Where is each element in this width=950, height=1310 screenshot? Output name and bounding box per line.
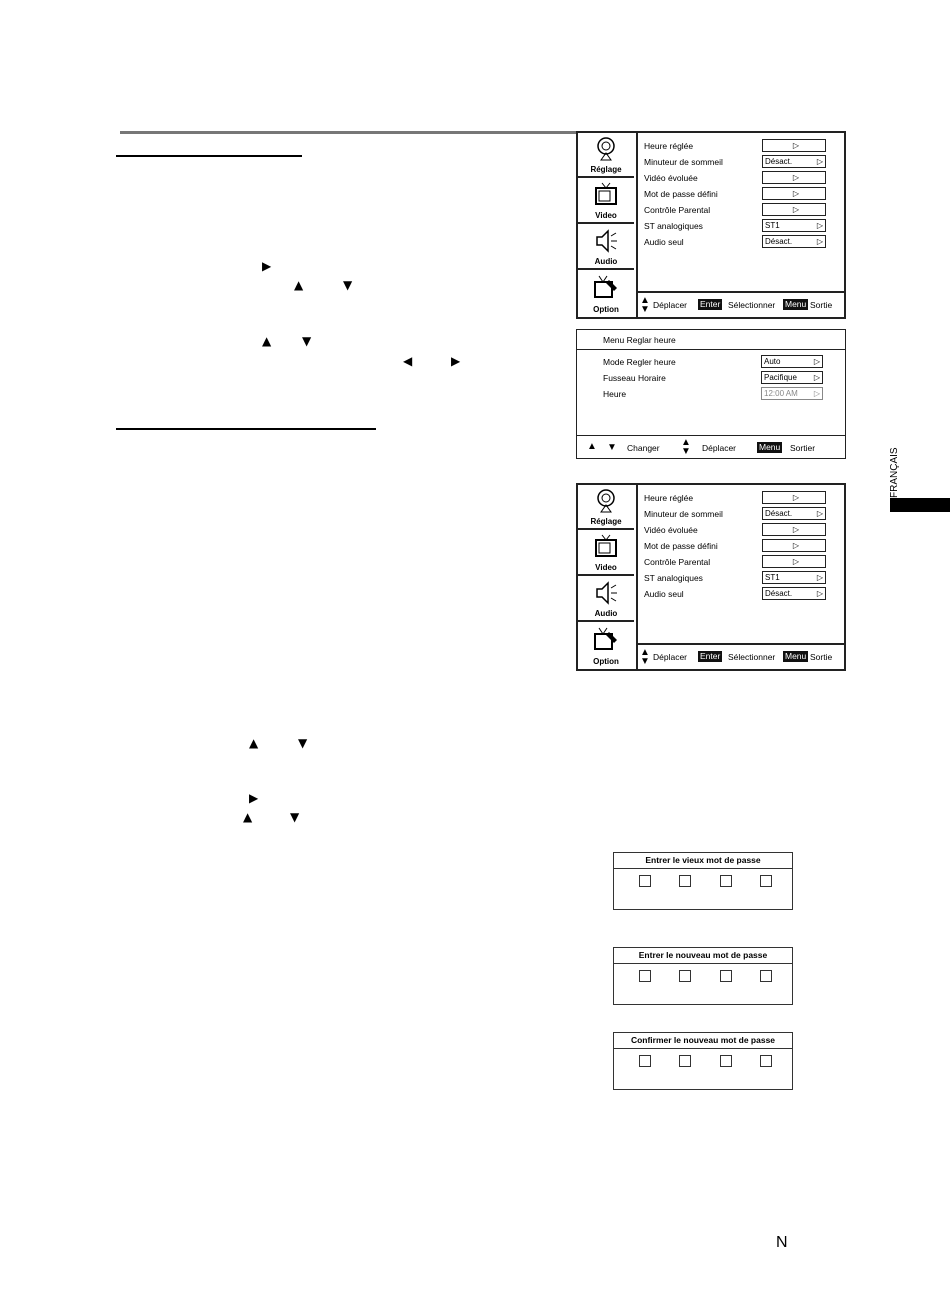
value-box[interactable] — [762, 507, 826, 520]
down-arrow-icon: ▼ — [607, 442, 617, 453]
value-box[interactable] — [762, 139, 826, 152]
menu-row-heure[interactable] — [644, 139, 844, 155]
arrow-right-icon: ▷ — [792, 205, 799, 214]
value-box[interactable] — [762, 587, 826, 600]
pin-digit-box[interactable] — [639, 1055, 651, 1067]
page-number: N — [776, 1234, 788, 1251]
footer-exit: Sortie — [810, 300, 833, 310]
value-box — [761, 387, 823, 400]
value-box[interactable] — [762, 491, 826, 504]
tab-label: Option — [593, 305, 619, 314]
down-arrow-icon: ▼ — [298, 736, 308, 750]
arrow-right-icon: ▷ — [792, 541, 799, 550]
menu-row-motdepasse[interactable] — [644, 187, 844, 203]
menu-row-audioseul[interactable] — [644, 235, 844, 251]
option-icon — [593, 626, 619, 652]
row-value: Auto — [764, 357, 781, 366]
footer-change: Changer — [627, 443, 660, 453]
row-label: Audio seul — [644, 237, 684, 247]
enter-key-badge: Enter — [700, 651, 721, 661]
tab-label: Réglage — [590, 517, 622, 526]
dialog-title: Entrer le vieux mot de passe — [614, 853, 792, 869]
row-label: Contrôle Parental — [644, 205, 711, 215]
row-label: Mode Regler heure — [603, 357, 676, 367]
updown-icon: ▲ ▼ — [640, 295, 650, 315]
row-label: Fusseau Horaire — [603, 373, 666, 383]
menu-key-badge: Menu — [785, 299, 807, 309]
menu-footer — [636, 291, 844, 317]
dialog-title: Entrer le nouveau mot de passe — [614, 948, 792, 964]
menu-row-heure[interactable] — [644, 491, 844, 507]
down-arrow-icon: ▼ — [343, 278, 353, 292]
down-arrow-icon: ▼ — [290, 810, 300, 824]
time-menu-title: Menu Reglar heure — [603, 335, 676, 345]
arrow-right-icon: ▷ — [816, 573, 823, 582]
time-menu-footer — [577, 435, 845, 458]
row-label: Heure — [603, 389, 627, 399]
tab-reglage[interactable] — [578, 133, 634, 178]
value-box[interactable] — [762, 539, 826, 552]
value-box[interactable] — [762, 187, 826, 200]
option-menu-2 — [576, 483, 846, 671]
tab-video[interactable] — [578, 531, 634, 576]
row-label: Vidéo évoluée — [644, 525, 698, 535]
menu-row-parental[interactable] — [644, 555, 844, 571]
arrow-right-icon: ▷ — [792, 141, 799, 150]
tab-reglage[interactable] — [578, 485, 634, 530]
up-arrow-icon: ▲ — [262, 334, 272, 348]
left-arrow-icon: ◀ — [403, 354, 413, 368]
tab-option[interactable] — [578, 623, 634, 668]
row-value: 12:00 AM — [764, 389, 798, 398]
row-value: ST1 — [765, 221, 780, 230]
tv-icon — [593, 182, 619, 208]
row-value: Désact. — [765, 157, 793, 166]
pin-digit-box[interactable] — [639, 875, 651, 887]
row-label: Vidéo évoluée — [644, 173, 698, 183]
up-arrow-icon: ▲ — [249, 736, 259, 750]
arrow-right-icon: ▷ — [816, 221, 823, 230]
down-arrow-icon: ▼ — [302, 334, 312, 348]
option-icon — [593, 274, 619, 300]
menu-row-video[interactable] — [644, 171, 844, 187]
password-dialog-old — [613, 852, 793, 910]
menu-key-badge: Menu — [785, 651, 807, 661]
heading-underline-1 — [116, 155, 302, 157]
menu-row-parental[interactable] — [644, 203, 844, 219]
heading-underline-2 — [116, 428, 376, 430]
value-box[interactable] — [762, 235, 826, 248]
value-box[interactable] — [762, 155, 826, 168]
row-value: Désact. — [765, 589, 793, 598]
footer-select: Sélectionner — [728, 652, 776, 662]
row-label: Mot de passe défini — [644, 189, 718, 199]
arrow-right-icon: ▷ — [792, 557, 799, 566]
arrow-right-icon: ▷ — [813, 357, 820, 366]
tab-label: Audio — [594, 609, 618, 618]
menu-row-minuteur[interactable] — [644, 507, 844, 523]
value-box[interactable] — [761, 371, 823, 384]
tab-label: Video — [595, 211, 617, 220]
password-dialog-new — [613, 947, 793, 1005]
menu-tabs — [578, 133, 638, 317]
row-label: Mot de passe défini — [644, 541, 718, 551]
tab-label: Audio — [594, 257, 618, 266]
up-arrow-icon: ▲ — [587, 441, 597, 452]
footer-move: Déplacer — [702, 443, 737, 453]
pin-digit-box[interactable] — [720, 1055, 732, 1067]
menu-row-audioseul[interactable] — [644, 587, 844, 603]
reglage-icon — [593, 488, 619, 514]
row-label: Contrôle Parental — [644, 557, 711, 567]
tab-audio[interactable] — [578, 225, 634, 270]
pin-digit-box[interactable] — [679, 875, 691, 887]
password-dialog-confirm — [613, 1032, 793, 1090]
row-label: Minuteur de sommeil — [644, 509, 723, 519]
tv-icon — [593, 534, 619, 560]
arrow-right-icon: ▷ — [816, 509, 823, 518]
row-value: Pacifique — [764, 373, 797, 382]
arrow-right-icon: ▷ — [816, 157, 823, 166]
updown-icon: ▲ ▼ — [640, 647, 650, 667]
value-box[interactable] — [762, 523, 826, 536]
pin-digit-box[interactable] — [639, 970, 651, 982]
pin-digit-box[interactable] — [720, 875, 732, 887]
arrow-right-icon: ▷ — [792, 189, 799, 198]
option-menu-1 — [576, 131, 846, 319]
tab-label: Option — [593, 657, 619, 666]
speaker-icon — [593, 580, 619, 606]
time-menu — [576, 329, 846, 459]
value-box[interactable] — [762, 571, 826, 584]
arrow-right-icon: ▷ — [792, 493, 799, 502]
tab-video[interactable] — [578, 179, 634, 224]
arrow-right-icon: ▷ — [792, 525, 799, 534]
tab-audio[interactable] — [578, 577, 634, 622]
menu-row-video[interactable] — [644, 523, 844, 539]
row-label: Minuteur de sommeil — [644, 157, 723, 167]
top-rule — [120, 131, 576, 134]
menu-row-st[interactable] — [644, 571, 844, 587]
up-arrow-icon: ▲ — [243, 810, 253, 824]
enter-key-badge: Enter — [700, 299, 721, 309]
right-arrow-icon: ▶ — [249, 791, 259, 805]
footer-exit: Sortie — [810, 652, 833, 662]
time-menu-header — [577, 330, 845, 350]
row-label: ST analogiques — [644, 573, 703, 583]
right-arrow-icon: ▶ — [262, 259, 272, 273]
arrow-right-icon: ▷ — [813, 389, 820, 398]
speaker-icon — [593, 228, 619, 254]
updown-icon: ▲ ▼ — [681, 437, 691, 457]
pin-digit-box[interactable] — [679, 1055, 691, 1067]
menu-row-motdepasse[interactable] — [644, 539, 844, 555]
pin-digit-box[interactable] — [760, 875, 772, 887]
menu-footer — [636, 643, 844, 669]
language-label: FRANÇAIS — [889, 447, 900, 498]
time-row-heure[interactable] — [603, 389, 833, 405]
value-box[interactable] — [762, 219, 826, 232]
value-box[interactable] — [761, 355, 823, 368]
reglage-icon — [593, 136, 619, 162]
pin-digit-box[interactable] — [760, 970, 772, 982]
up-arrow-icon: ▲ — [294, 278, 304, 292]
footer-move: Déplacer — [653, 652, 688, 662]
arrow-right-icon: ▷ — [792, 173, 799, 182]
tab-label: Réglage — [590, 165, 622, 174]
row-label: Heure réglée — [644, 141, 694, 151]
row-value: ST1 — [765, 573, 780, 582]
row-value: Désact. — [765, 237, 793, 246]
pin-digit-box[interactable] — [760, 1055, 772, 1067]
arrow-right-icon: ▷ — [816, 589, 823, 598]
menu-row-st[interactable] — [644, 219, 844, 235]
row-label: Heure réglée — [644, 493, 694, 503]
value-box[interactable] — [762, 171, 826, 184]
footer-exit: Sortier — [790, 443, 816, 453]
arrow-right-icon: ▷ — [816, 237, 823, 246]
menu-tabs — [578, 485, 638, 669]
footer-move: Déplacer — [653, 300, 688, 310]
tab-option[interactable] — [578, 271, 634, 316]
tab-label: Video — [595, 563, 617, 572]
row-value: Désact. — [765, 509, 793, 518]
pin-digit-box[interactable] — [720, 970, 732, 982]
menu-key-badge: Menu — [759, 442, 781, 452]
menu-row-minuteur[interactable] — [644, 155, 844, 171]
value-box[interactable] — [762, 203, 826, 216]
pin-digit-box[interactable] — [679, 970, 691, 982]
language-bar — [890, 498, 950, 512]
row-label: Audio seul — [644, 589, 684, 599]
arrow-right-icon: ▷ — [813, 373, 820, 382]
value-box[interactable] — [762, 555, 826, 568]
row-label: ST analogiques — [644, 221, 703, 231]
dialog-title: Confirmer le nouveau mot de passe — [614, 1033, 792, 1049]
right-arrow-icon: ▶ — [451, 354, 461, 368]
footer-select: Sélectionner — [728, 300, 776, 310]
